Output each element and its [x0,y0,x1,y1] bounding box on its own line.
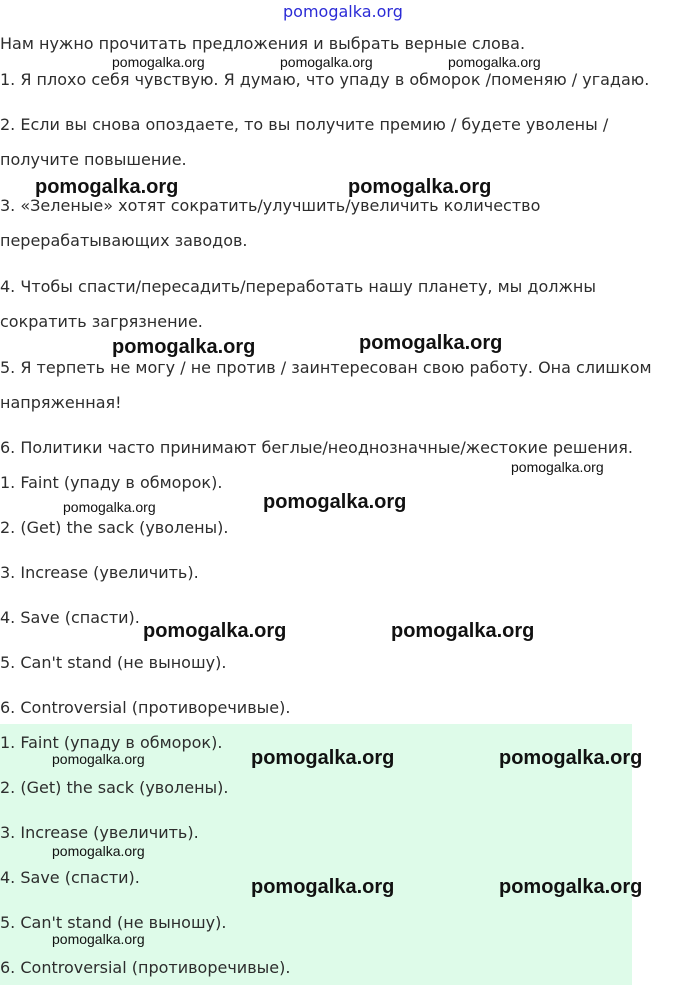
watermark-text: pomogalka.org [348,176,492,198]
site-link[interactable]: pomogalka.org [283,2,403,21]
answer-line: 5. Can't stand (не выношу). [0,653,227,672]
watermark-text: pomogalka.org [511,459,604,475]
watermark-text: pomogalka.org [143,620,287,642]
watermark-text: pomogalka.org [52,751,145,767]
watermark-text: pomogalka.org [52,843,145,859]
answer-line: 2. (Get) the sack (уволены). [0,518,229,537]
watermark-text: pomogalka.org [280,54,373,70]
watermark-text: pomogalka.org [263,491,407,513]
watermark-text: pomogalka.org [448,54,541,70]
answer-line: 1. Faint (упаду в обморок). [0,473,223,492]
task-line: сократить загрязнение. [0,312,203,331]
highlighted-answer-line: 6. Controversial (противоречивые). [0,958,291,977]
task-line: 6. Политики часто принимают беглые/неоднозначные/жестокие решения. [0,438,633,457]
highlighted-answer-line: 5. Can't stand (не выношу). [0,913,227,932]
watermark-text: pomogalka.org [63,499,156,515]
task-line: получите повышение. [0,150,187,169]
watermark-text: pomogalka.org [52,931,145,947]
watermark-text: pomogalka.org [391,620,535,642]
task-line: напряженная! [0,393,122,412]
watermark-text: pomogalka.org [499,876,643,898]
watermark-text: pomogalka.org [251,876,395,898]
watermark-text: pomogalka.org [359,332,503,354]
highlighted-answer-line: 3. Increase (увеличить). [0,823,199,842]
task-line: 4. Чтобы спасти/пересадить/переработать нашу планету, мы должны [0,277,596,296]
answer-line: 3. Increase (увеличить). [0,563,199,582]
intro-text: Нам нужно прочитать предложения и выбрать верные слова. [0,34,526,53]
highlighted-answer-line: 4. Save (спасти). [0,868,140,887]
watermark-text: pomogalka.org [251,747,395,769]
task-line: 1. Я плохо себя чувствую. Я думаю, что упаду в обморок /поменяю / угадаю. [0,70,650,89]
task-line: 2. Если вы снова опоздаете, то вы получите премию / будете уволены / [0,115,609,134]
watermark-text: pomogalka.org [112,54,205,70]
watermark-text: pomogalka.org [35,176,179,198]
watermark-text: pomogalka.org [112,336,256,358]
answer-line: 6. Controversial (противоречивые). [0,698,291,717]
task-line: 5. Я терпеть не могу / не против / заинтересован свою работу. Она слишком [0,358,652,377]
watermark-text: pomogalka.org [499,747,643,769]
highlighted-answer-line: 2. (Get) the sack (уволены). [0,778,229,797]
task-line: перерабатывающих заводов. [0,231,248,250]
highlighted-answer-line: 1. Faint (упаду в обморок). [0,733,223,752]
task-line: 3. «Зеленые» хотят сократить/улучшить/увеличить количество [0,196,541,215]
answer-line: 4. Save (спасти). [0,608,140,627]
